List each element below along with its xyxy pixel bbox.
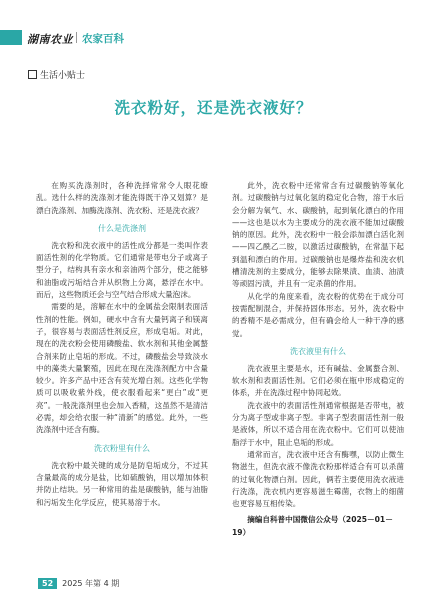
article-title: 洗衣粉好，还是洗衣液好？ [114,99,313,117]
paragraph: 洗衣液中的表面活性剂通常根据是否带电，被分为离子型或非离子型。非离子型表面活性剂一般是液体，所以不适合用在洗衣粉中。它们可以使油脂浮于水中，阻止皂垢的形成。 [232,400,404,447]
section-heading: 洗衣液里有什么 [290,346,346,356]
magazine-brand: 湖南农业 [27,33,73,46]
issue-label: 2025 年第 4 期 [62,579,120,588]
header-divider [76,32,77,43]
header-accent-block [0,30,22,45]
right-column [232,180,404,539]
section-heading: 洗衣粉里有什么 [94,443,150,453]
page-header [0,0,427,52]
column-name: 农家百科 [82,33,124,45]
paragraph: 此外，洗衣粉中还常常含有过碳酸钠等氧化剂。过碳酸钠与过氧化氢的稳定化合物，溶于水后会分解为氧气、水、碳酸钠，起到氧化漂白的作用——这也是以水为主要成分的洗衣液不能加过碳酸钠的原因。此外，洗衣粉中一般会添加漂白活化剂——四乙酰乙二胺，以激活过碳酸钠，在常温下起到温和漂白的作用。过碳酸钠也是爆炸盐和洗衣机槽清洗剂的主要成分，能够去除果渍、血渍、油渍等顽固污渍，并且有一定杀菌的作用。 [232,181,404,289]
left-column [36,180,208,509]
checkbox-icon [28,70,37,79]
paragraph: 通常而言，洗衣液中还含有酶嘿，以防止微生物滋生，但洗衣液不像洗衣粉那样适合有可以杀菌的过氧化物漂白剂。因此，俩若主要使用洗衣液进行洗涤，洗衣机内更容易滋生霉菌，衣物上的细菌也更容易互相传染。 [232,449,404,509]
tips-label [28,68,85,81]
paragraph: 洗衣粉和洗衣液中的活性成分都是一类叫作表面活性剂的化学物质。它们通常是带电分子或离子型分子，结构具有亲水和亲油两个部分，使之能够和油脂或污垢结合并从织物上分离，悬浮在水中。而后，这些物质还会与空气结合形成大量泡沫。 [36,240,208,300]
paragraph: 从化学的角度来看，洗衣粉的优势在于成分可按需配制混合，并保持固体形态。另外，洗衣粉中的香精不是必需成分，但有确会给人一种干净的感觉。 [232,291,404,338]
page-footer [38,578,119,589]
paragraph: 洗衣粉中最关键的成分是防皂垢成分，不过其含量最高的成分是盐，比如硫酸钠，用以增加体积并防止结块。另一种常用的盐是碳酸钠，能与油脂和污垢发生化学反应，使其易溶于水。 [36,460,208,507]
page-number: 52 [38,578,57,589]
source-attribution: 摘编自科普中国微信公众号（2025－01－19） [232,515,393,537]
paragraph: 洗衣液里主要是水，还有碱盐、金属螯合剂、软水剂和表面活性剂。它们必须在瓶中形成稳定的体系，并在洗涤过程中协同起效。 [232,363,404,398]
tips-label-text: 生活小贴士 [40,71,86,81]
intro-paragraph: 在购买洗涤剂时，各种洗择常常令人眼花缭乱。选什么样的洗涤剂才能洗得既干净又划算？是漂白洗涤剂、加酶洗涤剂、洗衣粉、还是洗衣液？ [36,181,208,215]
section-heading: 什么是洗涤剂 [98,223,146,233]
article-body [36,180,404,580]
paragraph: 需要的是，溶解在水中的金属盐会限制表面活性剂的性能。例如，硬水中含有大量钙离子和镁离子，很容易与表面活性剂反应，形成皂垢。对此，现在的洗衣粉会使用磷酸盐、软水剂和其他金属螯合剂来防止皂垢的形成。不过，磷酸盐会导致淡水中的藻类大量繁殖，因此在现在洗涤剂配方中含量较少。许多产品中还含有荧光增白剂。这些化学物质可以吸收紫外线，使衣服看起来“更白”或“更亮”。一般洗涤剂里也会加入香精，这虽然不是清洁必需，却会给衣服一种“清新”的感觉。此外，一些洗涤剂中还含有酶。 [36,302,208,435]
